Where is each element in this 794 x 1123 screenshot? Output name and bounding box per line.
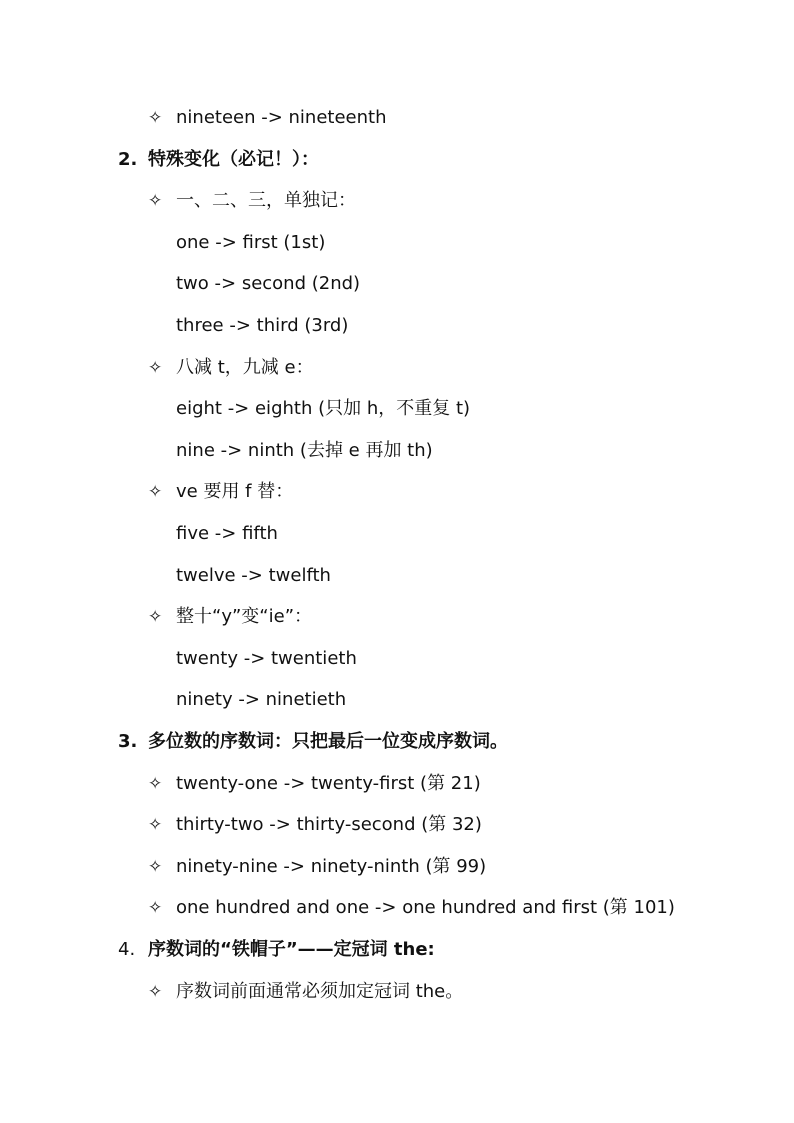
- bullet-icon: ✧: [148, 774, 163, 794]
- rule-text: 一、二、三，单独记：: [176, 190, 356, 211]
- example-line: eight -> eighth (只加 h，不重复 t): [176, 398, 471, 419]
- example-line: nine -> ninth (去掉 e 再加 th): [176, 440, 433, 461]
- bullet-icon: ✧: [148, 857, 163, 877]
- list-item-text: ninety-nine -> ninety-ninth (第 99): [176, 856, 487, 877]
- example-line: one -> first (1st): [176, 232, 326, 253]
- list-item-text: one hundred and one -> one hundred and first (第 101): [176, 897, 675, 918]
- bullet-icon: ✧: [148, 482, 163, 502]
- section-title: 多位数的序数词：只把最后一位变成序数词。: [148, 731, 508, 752]
- list-item: [148, 103, 387, 133]
- section-heading: [118, 145, 319, 175]
- rule-item: [148, 353, 314, 383]
- example-line: two -> second (2nd): [176, 273, 361, 294]
- bullet-icon: ✧: [148, 607, 163, 627]
- example-line: five -> fifth: [176, 523, 278, 544]
- example-line: twenty -> twentieth: [176, 648, 357, 669]
- rule-text: 八减 t，九减 e：: [176, 357, 314, 378]
- rule-text: 整十“y”变“ie”：: [176, 606, 313, 627]
- section-heading: [118, 727, 508, 757]
- example-line: three -> third (3rd): [176, 315, 349, 336]
- list-item-text: twenty-one -> twenty-first (第 21): [176, 773, 481, 794]
- bullet-icon: ✧: [148, 108, 163, 128]
- section-heading: [118, 935, 435, 965]
- list-item-text: nineteen -> nineteenth: [176, 107, 387, 128]
- example-line: twelve -> twelfth: [176, 565, 331, 586]
- example-line: ninety -> ninetieth: [176, 689, 347, 710]
- list-item: [148, 852, 486, 882]
- list-item-text: thirty-two -> thirty-second (第 32): [176, 814, 482, 835]
- list-item-text: 序数词前面通常必须加定冠词 the。: [176, 981, 464, 1002]
- section-title: 特殊变化（必记！）：: [148, 149, 319, 170]
- rule-item: [148, 186, 356, 216]
- bullet-icon: ✧: [148, 358, 163, 378]
- bullet-icon: ✧: [148, 191, 163, 211]
- rule-text: ve 要用 f 替：: [176, 481, 294, 502]
- section-number: 4.: [118, 939, 136, 960]
- list-item: [148, 769, 481, 799]
- bullet-icon: ✧: [148, 982, 163, 1002]
- bullet-icon: ✧: [148, 898, 163, 918]
- list-item: [148, 893, 675, 923]
- bullet-icon: ✧: [148, 815, 163, 835]
- rule-item: [148, 477, 293, 507]
- list-item: [148, 977, 463, 1007]
- section-number: 3.: [118, 731, 138, 752]
- rule-item: [148, 602, 312, 632]
- section-number: 2.: [118, 149, 138, 170]
- list-item: [148, 810, 482, 840]
- section-title: 序数词的“铁帽子”——定冠词 the:: [148, 939, 435, 960]
